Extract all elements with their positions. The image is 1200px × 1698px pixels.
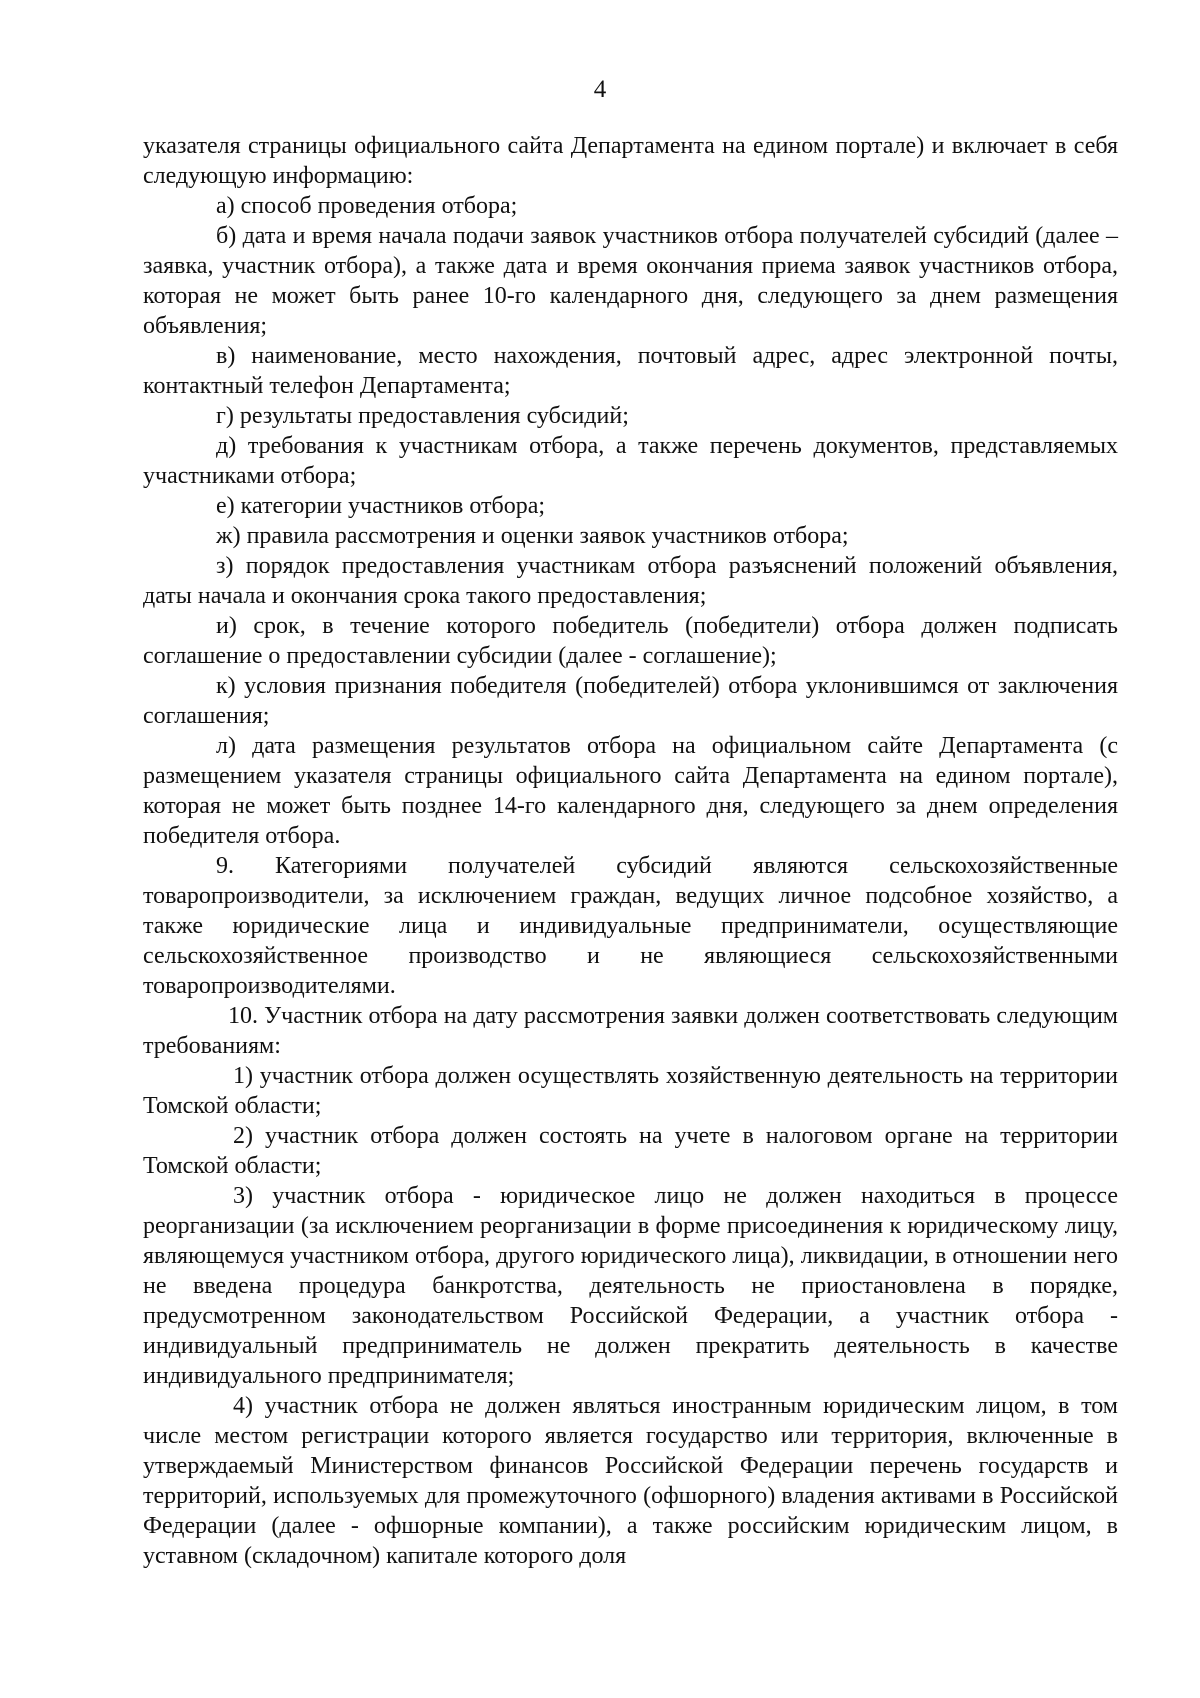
list-item-l: л) дата размещения результатов отбора на официальном сайте Департамента (с размещением указателя страницы официального сайта Департамента на едином портале), которая не может быть позднее 14-го календарного дня, следующего за днем определения победителя отбора. xyxy=(143,733,1118,849)
section-10: 10. Участник отбора на дату рассмотрения заявки должен соответствовать следующим требованиям: xyxy=(143,1003,1118,1059)
list-item-k: к) условия признания победителя (победителей) отбора уклонившимся от заключения соглашения; xyxy=(143,673,1118,729)
list-item-g: г) результаты предоставления субсидий; xyxy=(216,403,629,429)
list-item-a: а) способ проведения отбора; xyxy=(216,193,518,219)
requirement-3: 3) участник отбора - юридическое лицо не должен находиться в процессе реорганизации (за исключением реорганизации в форме присоединения к юридическому лицу, являющемуся участником отбора, другого юридического лица), ликвидации, в отношении него не введена процедура банкротства, деятельность не приостановлена в порядке, предусмотренном законодательством Российской Федерации, а участник отбора - индивидуальный предприниматель не должен прекратить деятельность в качестве индивидуального предпринимателя; xyxy=(143,1183,1118,1389)
list-item-i: и) срок, в течение которого победитель (победители) отбора должен подписать соглашение о предоставлении субсидии (далее - соглашение); xyxy=(143,613,1118,669)
list-item-v: в) наименование, место нахождения, почтовый адрес, адрес электронной почты, контактный телефон Департамента; xyxy=(143,343,1118,399)
paragraph-intro: указателя страницы официального сайта Департамента на едином портале) и включает в себя следующую информацию: xyxy=(143,133,1118,189)
list-item-e: е) категории участников отбора; xyxy=(216,493,546,519)
requirement-2: 2) участник отбора должен состоять на учете в налоговом органе на территории Томской области; xyxy=(143,1123,1118,1179)
requirement-4: 4) участник отбора не должен являться иностранным юридическим лицом, в том числе местом регистрации которого является государство или территория, включенные в утверждаемый Министерством финансов Российской Федерации перечень государств и территорий, используемых для промежуточного (офшорного) владения активами в Российской Федерации (далее - офшорные компании), а также российским юридическим лицом, в уставном (складочном) капитале которого доля xyxy=(143,1393,1118,1569)
list-item-z: з) порядок предоставления участникам отбора разъяснений положений объявления, даты начала и окончания срока такого предоставления; xyxy=(143,553,1118,609)
list-item-zh: ж) правила рассмотрения и оценки заявок участников отбора; xyxy=(216,523,849,549)
section-9: 9. Категориями получателей субсидий являются сельскохозяйственные товаропроизводители, за исключением граждан, ведущих личное подсобное хозяйство, а также юридические лица и индивидуальные предприниматели, осуществляющие сельскохозяйственное производство и не являющиеся сельскохозяйственными товаропроизводителями. xyxy=(143,853,1118,999)
page-number: 4 xyxy=(593,76,607,103)
document-body xyxy=(143,131,1118,1571)
list-item-d: д) требования к участникам отбора, а также перечень документов, представляемых участниками отбора; xyxy=(143,433,1118,489)
requirement-1: 1) участник отбора должен осуществлять хозяйственную деятельность на территории Томской области; xyxy=(143,1063,1118,1119)
list-item-b: б) дата и время начала подачи заявок участников отбора получателей субсидий (далее – заявка, участник отбора), а также дата и время окончания приема заявок участников отбора, которая не может быть ранее 10-го календарного дня, следующего за днем размещения объявления; xyxy=(143,223,1118,339)
